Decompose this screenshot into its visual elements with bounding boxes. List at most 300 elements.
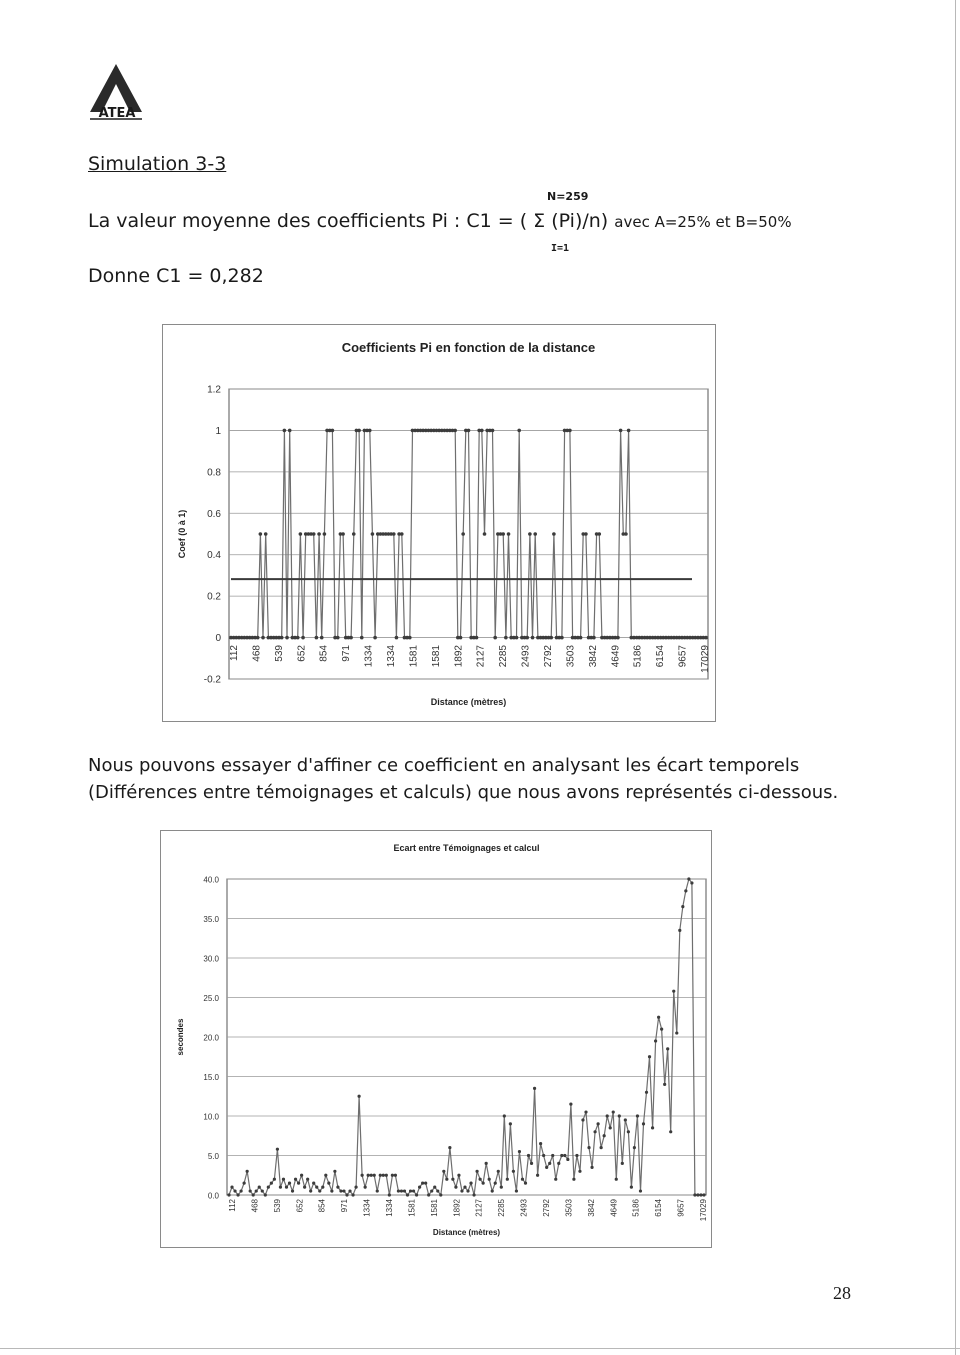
data-point bbox=[482, 1182, 485, 1185]
data-point bbox=[642, 1122, 645, 1125]
data-point bbox=[681, 905, 684, 908]
x-tick-label: 1892 bbox=[453, 645, 465, 668]
data-point bbox=[339, 1189, 342, 1192]
x-tick-label: 1334 bbox=[362, 1199, 372, 1217]
data-point bbox=[616, 636, 620, 640]
data-point bbox=[603, 1134, 606, 1137]
data-point bbox=[657, 1016, 660, 1019]
data-point bbox=[619, 429, 623, 433]
data-point bbox=[569, 1103, 572, 1106]
data-point bbox=[479, 1178, 482, 1181]
data-point bbox=[309, 1189, 312, 1192]
data-point bbox=[609, 1126, 612, 1129]
x-tick-label: 2493 bbox=[519, 1199, 529, 1217]
data-point bbox=[549, 636, 553, 640]
data-point bbox=[296, 636, 300, 640]
y-tick-label: 40.0 bbox=[203, 875, 219, 885]
data-point bbox=[230, 1186, 233, 1189]
y-tick-label: 0.8 bbox=[207, 467, 221, 479]
data-point bbox=[648, 1055, 651, 1058]
x-tick-label: 6154 bbox=[655, 645, 667, 668]
data-point bbox=[512, 1170, 515, 1173]
data-point bbox=[267, 1186, 270, 1189]
chart-title: Ecart entre Témoignages et calcul bbox=[393, 843, 540, 853]
x-tick-label: 1581 bbox=[408, 645, 420, 668]
data-point bbox=[233, 1189, 236, 1192]
data-point bbox=[400, 1189, 403, 1192]
data-point bbox=[264, 1193, 267, 1196]
data-point bbox=[357, 1095, 360, 1098]
data-point bbox=[475, 636, 479, 640]
sum-upper-bound: N=259 bbox=[547, 190, 589, 203]
data-point bbox=[636, 1114, 639, 1117]
data-point bbox=[357, 429, 361, 433]
data-point bbox=[415, 1193, 418, 1196]
data-point bbox=[379, 1174, 382, 1177]
x-tick-label: 1581 bbox=[429, 1199, 439, 1217]
data-point bbox=[554, 1178, 557, 1181]
data-point bbox=[557, 1162, 560, 1165]
logo-wordmark: ATEA bbox=[98, 106, 136, 121]
data-point bbox=[421, 1182, 424, 1185]
data-point bbox=[451, 1178, 454, 1181]
x-tick-label: 2285 bbox=[497, 1199, 507, 1217]
x-tick-label: 2285 bbox=[498, 645, 510, 668]
data-point bbox=[246, 1170, 249, 1173]
data-point bbox=[391, 1174, 394, 1177]
data-point bbox=[488, 1178, 491, 1181]
data-point bbox=[475, 1170, 478, 1173]
y-tick-label: 15.0 bbox=[203, 1073, 219, 1082]
data-point bbox=[283, 429, 287, 433]
data-point bbox=[333, 1170, 336, 1173]
data-point bbox=[273, 1178, 276, 1181]
data-point bbox=[336, 636, 340, 640]
data-point bbox=[315, 1186, 318, 1189]
data-point bbox=[243, 1182, 246, 1185]
data-point bbox=[466, 1189, 469, 1192]
x-tick-label: 3503 bbox=[564, 1199, 574, 1217]
data-point bbox=[321, 1186, 324, 1189]
data-point bbox=[618, 1114, 621, 1117]
data-point bbox=[324, 1174, 327, 1177]
data-point bbox=[545, 1166, 548, 1169]
y-tick-label: 0.2 bbox=[207, 591, 221, 603]
data-point bbox=[579, 636, 583, 640]
data-point bbox=[354, 1186, 357, 1189]
data-point bbox=[572, 1178, 575, 1181]
data-point bbox=[563, 1154, 566, 1157]
x-tick-label: 5186 bbox=[631, 1199, 641, 1217]
data-point bbox=[300, 1174, 303, 1177]
x-tick-label: 3842 bbox=[587, 645, 599, 668]
data-point bbox=[560, 636, 564, 640]
data-point bbox=[285, 636, 289, 640]
data-point bbox=[666, 1047, 669, 1050]
data-point bbox=[485, 1162, 488, 1165]
data-point bbox=[256, 636, 260, 640]
data-point bbox=[592, 636, 596, 640]
data-point bbox=[584, 532, 588, 536]
data-point bbox=[294, 1178, 297, 1181]
data-point bbox=[312, 1182, 315, 1185]
x-tick-label: 112 bbox=[229, 645, 240, 661]
data-point bbox=[675, 1031, 678, 1034]
data-point bbox=[373, 1174, 376, 1177]
x-tick-label: 652 bbox=[296, 645, 308, 662]
x-tick-label: 9657 bbox=[676, 1199, 686, 1217]
data-point bbox=[515, 636, 519, 640]
data-point bbox=[276, 1148, 279, 1151]
data-point bbox=[409, 1189, 412, 1192]
data-point bbox=[528, 532, 532, 536]
x-tick-label: 1581 bbox=[430, 645, 442, 668]
formula-text: La valeur moyenne des coefficients Pi : C1 = ( Σ (Pi)/n) bbox=[88, 210, 609, 232]
data-point bbox=[327, 1182, 330, 1185]
data-point bbox=[461, 532, 465, 536]
y-tick-label: 5.0 bbox=[207, 1152, 219, 1161]
data-point bbox=[568, 429, 572, 433]
x-tick-label: 539 bbox=[273, 645, 285, 662]
data-point bbox=[504, 636, 508, 640]
data-point bbox=[491, 1189, 494, 1192]
page-number: 28 bbox=[833, 1283, 851, 1303]
data-point bbox=[500, 1186, 503, 1189]
x-tick-label: 539 bbox=[272, 1199, 282, 1213]
data-point bbox=[282, 1178, 285, 1181]
x-tick-label: 971 bbox=[341, 645, 353, 662]
x-tick-label: 468 bbox=[250, 1199, 260, 1213]
y-tick-label: 0.6 bbox=[207, 508, 221, 520]
ecart-chart-svg bbox=[161, 831, 711, 1247]
data-point bbox=[491, 429, 495, 433]
y-tick-label: 1.2 bbox=[207, 384, 221, 396]
coefficients-chart bbox=[162, 324, 716, 722]
y-tick-label: 20.0 bbox=[203, 1033, 219, 1043]
y-tick-label: -0.2 bbox=[203, 674, 221, 686]
data-point bbox=[612, 1110, 615, 1113]
data-point bbox=[651, 1126, 654, 1129]
data-point bbox=[527, 1154, 530, 1157]
x-tick-label: 1581 bbox=[407, 1199, 417, 1217]
data-point bbox=[303, 1186, 306, 1189]
data-point bbox=[587, 1146, 590, 1149]
data-series-line bbox=[231, 430, 706, 637]
data-point bbox=[660, 1028, 663, 1031]
data-point bbox=[388, 1193, 391, 1196]
x-tick-label: 2493 bbox=[520, 645, 532, 668]
data-point bbox=[624, 532, 628, 536]
data-point bbox=[483, 532, 487, 536]
data-point bbox=[687, 877, 690, 880]
data-point bbox=[702, 1193, 705, 1196]
data-point bbox=[597, 1122, 600, 1125]
data-point bbox=[348, 1189, 351, 1192]
data-point bbox=[539, 1142, 542, 1145]
data-point bbox=[394, 1174, 397, 1177]
data-point bbox=[503, 1114, 506, 1117]
coefficients-chart-svg bbox=[163, 325, 715, 721]
data-point bbox=[395, 636, 399, 640]
y-tick-label: 0 bbox=[215, 633, 221, 645]
data-point bbox=[533, 1087, 536, 1090]
x-tick-label: 3503 bbox=[565, 645, 577, 668]
data-point bbox=[630, 1186, 633, 1189]
data-point bbox=[633, 1146, 636, 1149]
data-point bbox=[297, 1182, 300, 1185]
data-point bbox=[261, 1189, 264, 1192]
data-point bbox=[412, 1189, 415, 1192]
data-point bbox=[584, 1110, 587, 1113]
data-point bbox=[497, 1170, 500, 1173]
data-point bbox=[560, 1154, 563, 1157]
data-point bbox=[320, 636, 324, 640]
data-point bbox=[480, 429, 484, 433]
data-point bbox=[627, 429, 631, 433]
data-point bbox=[645, 1091, 648, 1094]
data-point bbox=[427, 1193, 430, 1196]
data-point bbox=[663, 1083, 666, 1086]
data-point bbox=[606, 1114, 609, 1117]
data-point bbox=[323, 532, 327, 536]
y-tick-label: 25.0 bbox=[203, 994, 219, 1003]
data-point bbox=[261, 636, 265, 640]
data-point bbox=[627, 1130, 630, 1133]
y-tick-label: 10.0 bbox=[203, 1112, 219, 1122]
data-point bbox=[552, 532, 556, 536]
x-tick-label: 2127 bbox=[475, 645, 487, 668]
data-point bbox=[524, 1182, 527, 1185]
x-tick-label: 2792 bbox=[542, 1199, 551, 1217]
data-point bbox=[367, 1174, 370, 1177]
page-edge-right bbox=[955, 0, 956, 1355]
x-tick-label: 1334 bbox=[363, 645, 375, 668]
data-point bbox=[463, 1186, 466, 1189]
data-point bbox=[615, 1178, 618, 1181]
data-point bbox=[493, 636, 497, 640]
y-tick-label: 30.0 bbox=[203, 954, 219, 964]
body-paragraph: Nous pouvons essayer d'affiner ce coefficient en analysant les écart temporels (Différences entre témoignages et calculs) que nous avons représentés ci-dessous. bbox=[88, 755, 839, 803]
data-point bbox=[457, 1174, 460, 1177]
data-point bbox=[460, 1189, 463, 1192]
x-axis-label: Distance (mètres) bbox=[432, 1228, 501, 1237]
data-point bbox=[279, 1186, 282, 1189]
x-tick-label: 854 bbox=[317, 1199, 327, 1213]
data-point bbox=[696, 1193, 699, 1196]
x-tick-label: 17029 bbox=[700, 645, 711, 673]
data-point bbox=[342, 1189, 345, 1192]
data-point bbox=[439, 1193, 442, 1196]
data-point bbox=[259, 532, 263, 536]
data-point bbox=[352, 532, 356, 536]
data-point bbox=[370, 1174, 373, 1177]
data-point bbox=[454, 1186, 457, 1189]
data-point bbox=[581, 1118, 584, 1121]
data-point bbox=[445, 1178, 448, 1181]
data-point bbox=[525, 636, 529, 640]
data-point bbox=[469, 1182, 472, 1185]
data-point bbox=[317, 532, 321, 536]
data-point bbox=[467, 429, 471, 433]
x-tick-label: 468 bbox=[251, 645, 263, 662]
data-point bbox=[403, 1189, 406, 1192]
x-tick-label: 6154 bbox=[654, 1199, 664, 1217]
x-tick-label: 1334 bbox=[386, 645, 397, 668]
data-point bbox=[315, 636, 319, 640]
data-point bbox=[258, 1186, 261, 1189]
data-point bbox=[270, 1182, 273, 1185]
x-axis-label: Distance (mètres) bbox=[430, 697, 507, 707]
data-point bbox=[424, 1182, 427, 1185]
data-point bbox=[400, 532, 404, 536]
data-point bbox=[624, 1118, 627, 1121]
data-point bbox=[600, 1146, 603, 1149]
data-point bbox=[364, 1186, 367, 1189]
data-point bbox=[360, 636, 364, 640]
data-point bbox=[672, 990, 675, 993]
data-point bbox=[521, 1178, 524, 1181]
x-tick-label: 652 bbox=[295, 1199, 305, 1213]
data-point bbox=[392, 532, 396, 536]
x-tick-label: 854 bbox=[318, 645, 330, 662]
x-tick-label: 112 bbox=[228, 1199, 237, 1212]
data-point bbox=[371, 532, 375, 536]
x-tick-label: 2127 bbox=[474, 1199, 484, 1217]
y-tick-label: 35.0 bbox=[203, 915, 219, 924]
data-point bbox=[385, 1174, 388, 1177]
data-point bbox=[368, 429, 372, 433]
data-point bbox=[472, 1193, 475, 1196]
data-point bbox=[318, 1189, 321, 1192]
data-point bbox=[530, 1162, 533, 1165]
data-point bbox=[699, 1193, 702, 1196]
data-point bbox=[507, 532, 511, 536]
x-tick-label: 9657 bbox=[677, 645, 689, 668]
data-point bbox=[515, 1189, 518, 1192]
data-point bbox=[509, 1122, 512, 1125]
data-point bbox=[590, 1166, 593, 1169]
x-tick-label: 971 bbox=[340, 1199, 350, 1213]
data-point bbox=[236, 1193, 239, 1196]
page-edge-bottom bbox=[0, 1348, 960, 1349]
data-point bbox=[506, 1178, 509, 1181]
data-point bbox=[654, 1039, 657, 1042]
data-point bbox=[240, 1189, 243, 1192]
y-axis-label: Coef (0 à 1) bbox=[177, 509, 187, 559]
data-point bbox=[575, 1154, 578, 1157]
x-tick-label: 1892 bbox=[452, 1199, 462, 1217]
data-point bbox=[252, 1193, 255, 1196]
data-point bbox=[301, 636, 305, 640]
data-point bbox=[361, 1174, 364, 1177]
data-point bbox=[494, 1182, 497, 1185]
data-point bbox=[433, 1186, 436, 1189]
data-point bbox=[593, 1130, 596, 1133]
data-point bbox=[227, 1193, 230, 1196]
result-text: Donne C1 = 0,282 bbox=[88, 265, 264, 287]
x-tick-label: 1334 bbox=[385, 1199, 394, 1217]
y-tick-label: 1 bbox=[215, 425, 221, 437]
data-point bbox=[349, 636, 353, 640]
data-point bbox=[517, 429, 521, 433]
formula-line bbox=[88, 210, 792, 232]
x-tick-label: 4649 bbox=[610, 645, 622, 668]
data-point bbox=[249, 1189, 252, 1192]
data-point bbox=[382, 1174, 385, 1177]
chart-title: Coefficients Pi en fonction de la distance bbox=[341, 340, 596, 355]
data-point bbox=[264, 532, 268, 536]
data-point bbox=[376, 1189, 379, 1192]
data-point bbox=[430, 1189, 433, 1192]
formula-parameters: avec A=25% et B=50% bbox=[614, 213, 792, 231]
ecart-chart bbox=[160, 830, 712, 1248]
data-point bbox=[442, 1170, 445, 1173]
data-point bbox=[621, 1162, 624, 1165]
data-point bbox=[331, 429, 335, 433]
data-point bbox=[418, 1186, 421, 1189]
data-point bbox=[684, 889, 687, 892]
data-point bbox=[501, 532, 505, 536]
sum-lower-bound: I=1 bbox=[551, 243, 570, 254]
data-point bbox=[336, 1186, 339, 1189]
data-point bbox=[518, 1150, 521, 1153]
x-tick-label: 17029 bbox=[699, 1199, 708, 1222]
x-tick-label: 3842 bbox=[586, 1199, 596, 1217]
x-tick-label: 2792 bbox=[543, 645, 554, 668]
data-point bbox=[551, 1154, 554, 1157]
data-point bbox=[548, 1162, 551, 1165]
y-tick-label: 0.0 bbox=[207, 1191, 219, 1201]
x-tick-label: 5186 bbox=[632, 645, 644, 668]
data-point bbox=[397, 1189, 400, 1192]
data-point bbox=[533, 532, 537, 536]
data-point bbox=[291, 1189, 294, 1192]
data-point bbox=[373, 636, 377, 640]
data-point bbox=[285, 1186, 288, 1189]
y-tick-label: 0.4 bbox=[207, 550, 221, 562]
data-point bbox=[542, 1154, 545, 1157]
x-tick-label: 4649 bbox=[609, 1199, 619, 1217]
data-point bbox=[351, 1193, 354, 1196]
data-point bbox=[597, 532, 601, 536]
data-point bbox=[639, 1189, 642, 1192]
section-title: Simulation 3-3 bbox=[88, 153, 227, 175]
data-point bbox=[448, 1146, 451, 1149]
data-point bbox=[678, 929, 681, 932]
data-point bbox=[288, 429, 292, 433]
data-point bbox=[288, 1182, 291, 1185]
data-point bbox=[459, 636, 463, 640]
data-point bbox=[704, 636, 708, 640]
data-point bbox=[341, 532, 345, 536]
data-point bbox=[669, 1130, 672, 1133]
data-point bbox=[312, 532, 316, 536]
data-point bbox=[436, 1189, 439, 1192]
data-point bbox=[578, 1170, 581, 1173]
y-axis-label: secondes bbox=[176, 1018, 185, 1056]
data-point bbox=[536, 1174, 539, 1177]
data-point bbox=[345, 1193, 348, 1196]
data-point bbox=[690, 881, 693, 884]
data-point bbox=[693, 1193, 696, 1196]
data-point bbox=[531, 636, 535, 640]
data-point bbox=[255, 1189, 258, 1192]
data-point bbox=[453, 429, 457, 433]
data-point bbox=[306, 1178, 309, 1181]
data-point bbox=[299, 532, 303, 536]
data-point bbox=[280, 636, 284, 640]
data-point bbox=[408, 636, 412, 640]
